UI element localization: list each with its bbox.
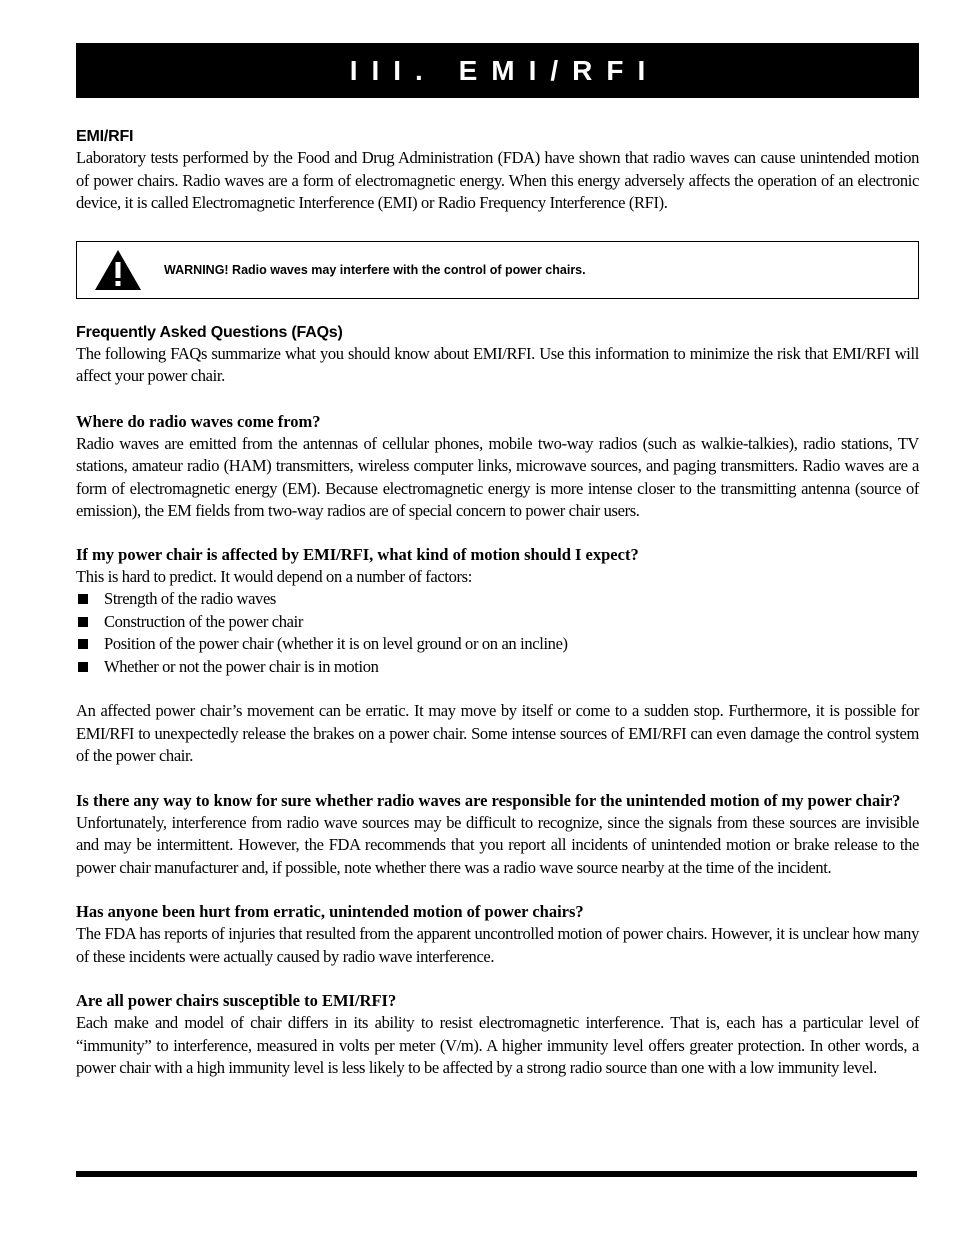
faq-answer: The FDA has reports of injuries that resulted from the apparent uncontrolled motion of power chairs. However, it is unclear how many of these incidents were actually caused by radio wave interference.: [76, 924, 919, 966]
list-item: Construction of the power chair: [76, 611, 919, 634]
faq-intro: The following FAQs summarize what you should know about EMI/RFI. Use this information to minimize the risk that EMI/RFI will affect your power chair.: [76, 343, 919, 385]
faq-followup: An affected power chair’s movement can be erratic. It may move by itself or come to a sudden stop. Furthermore, it is possible for EMI/RFI to unexpectedly release the brakes on a power chair. Some intense sources of EMI/RFI can even damage the control system of the power chair.: [76, 701, 919, 765]
factor-list: [76, 588, 919, 678]
bullet-square-icon: [78, 617, 88, 627]
bullet-square-icon: [78, 594, 88, 604]
list-item: Strength of the radio waves: [76, 588, 919, 611]
bottom-rule: [76, 1171, 917, 1177]
faq-question: If my power chair is affected by EMI/RFI, what kind of motion should I expect?: [76, 544, 639, 564]
manual-page: [76, 43, 919, 1080]
bullet-square-icon: [78, 662, 88, 672]
faq-answer: Unfortunately, interference from radio wave sources may be difficult to recognize, since the signals from these sources are invisible and may be intermittent. However, the FDA recommends that you report all incidents of unintended motion or brake release to the power chair manufacturer and, if possible, note whether there was a radio wave source nearby at the time of the incident.: [76, 812, 919, 877]
faq-question: Are all power chairs susceptible to EMI/RFI?: [76, 991, 397, 1010]
list-item: Whether or not the power chair is in motion: [76, 656, 919, 679]
faq-question: Where do radio waves come from?: [76, 411, 321, 431]
emi-rfi-heading: EMI/RFI: [76, 128, 134, 145]
warning-text: WARNING! Radio waves may interfere with the control of power chairs.: [164, 262, 586, 277]
faq-answer: This is hard to predict. It would depend on a number of factors:: [76, 566, 472, 586]
faq-answer: Each make and model of chair differs in its ability to resist electromagnetic interference. That is, each has a particular level of “immunity” to interference, measured in volts per meter (V/m). A higher immunity level offers greater protection. In other words, a power chair with a high immunity level is less likely to be affected by a strong radio source than one with a low immunity level.: [76, 1013, 919, 1077]
faq-heading: Frequently Asked Questions (FAQs): [76, 323, 343, 341]
section-title: III. EMI/RFI: [349, 54, 660, 86]
faq-question: Has anyone been hurt from erratic, unintended motion of power chairs?: [76, 902, 584, 921]
warning-triangle-icon: [94, 249, 142, 291]
faq-answer: Radio waves are emitted from the antennas of cellular phones, mobile two-way radios (such as walkie-talkies), radio stations, TV stations, amateur radio (HAM) transmitters, wireless computer links, microwave sources, and paging transmitters. Radio waves are a form of electromagnetic energy (EM). Because electromagnetic energy is more intense closer to the transmitting antenna (source of emission), the EM fields from two-way radios are of special concern to power chair users.: [76, 433, 919, 520]
section-title-bar: [76, 43, 919, 98]
faq-question: Is there any way to know for sure whether radio waves are responsible for the unintended motion of my power chair?: [76, 790, 901, 810]
bullet-square-icon: [78, 639, 88, 649]
emi-rfi-intro: Laboratory tests performed by the Food and Drug Administration (FDA) have shown that radio waves can cause unintended motion of power chairs. Radio waves are a form of electromagnetic energy. When this energy adversely affects the operation of an electronic device, it is called Electromagnetic Interference (EMI) or Radio Frequency Interference (RFI).: [76, 148, 919, 212]
warning-box: [76, 241, 919, 299]
list-item: Position of the power chair (whether it is on level ground or on an incline): [76, 633, 919, 656]
